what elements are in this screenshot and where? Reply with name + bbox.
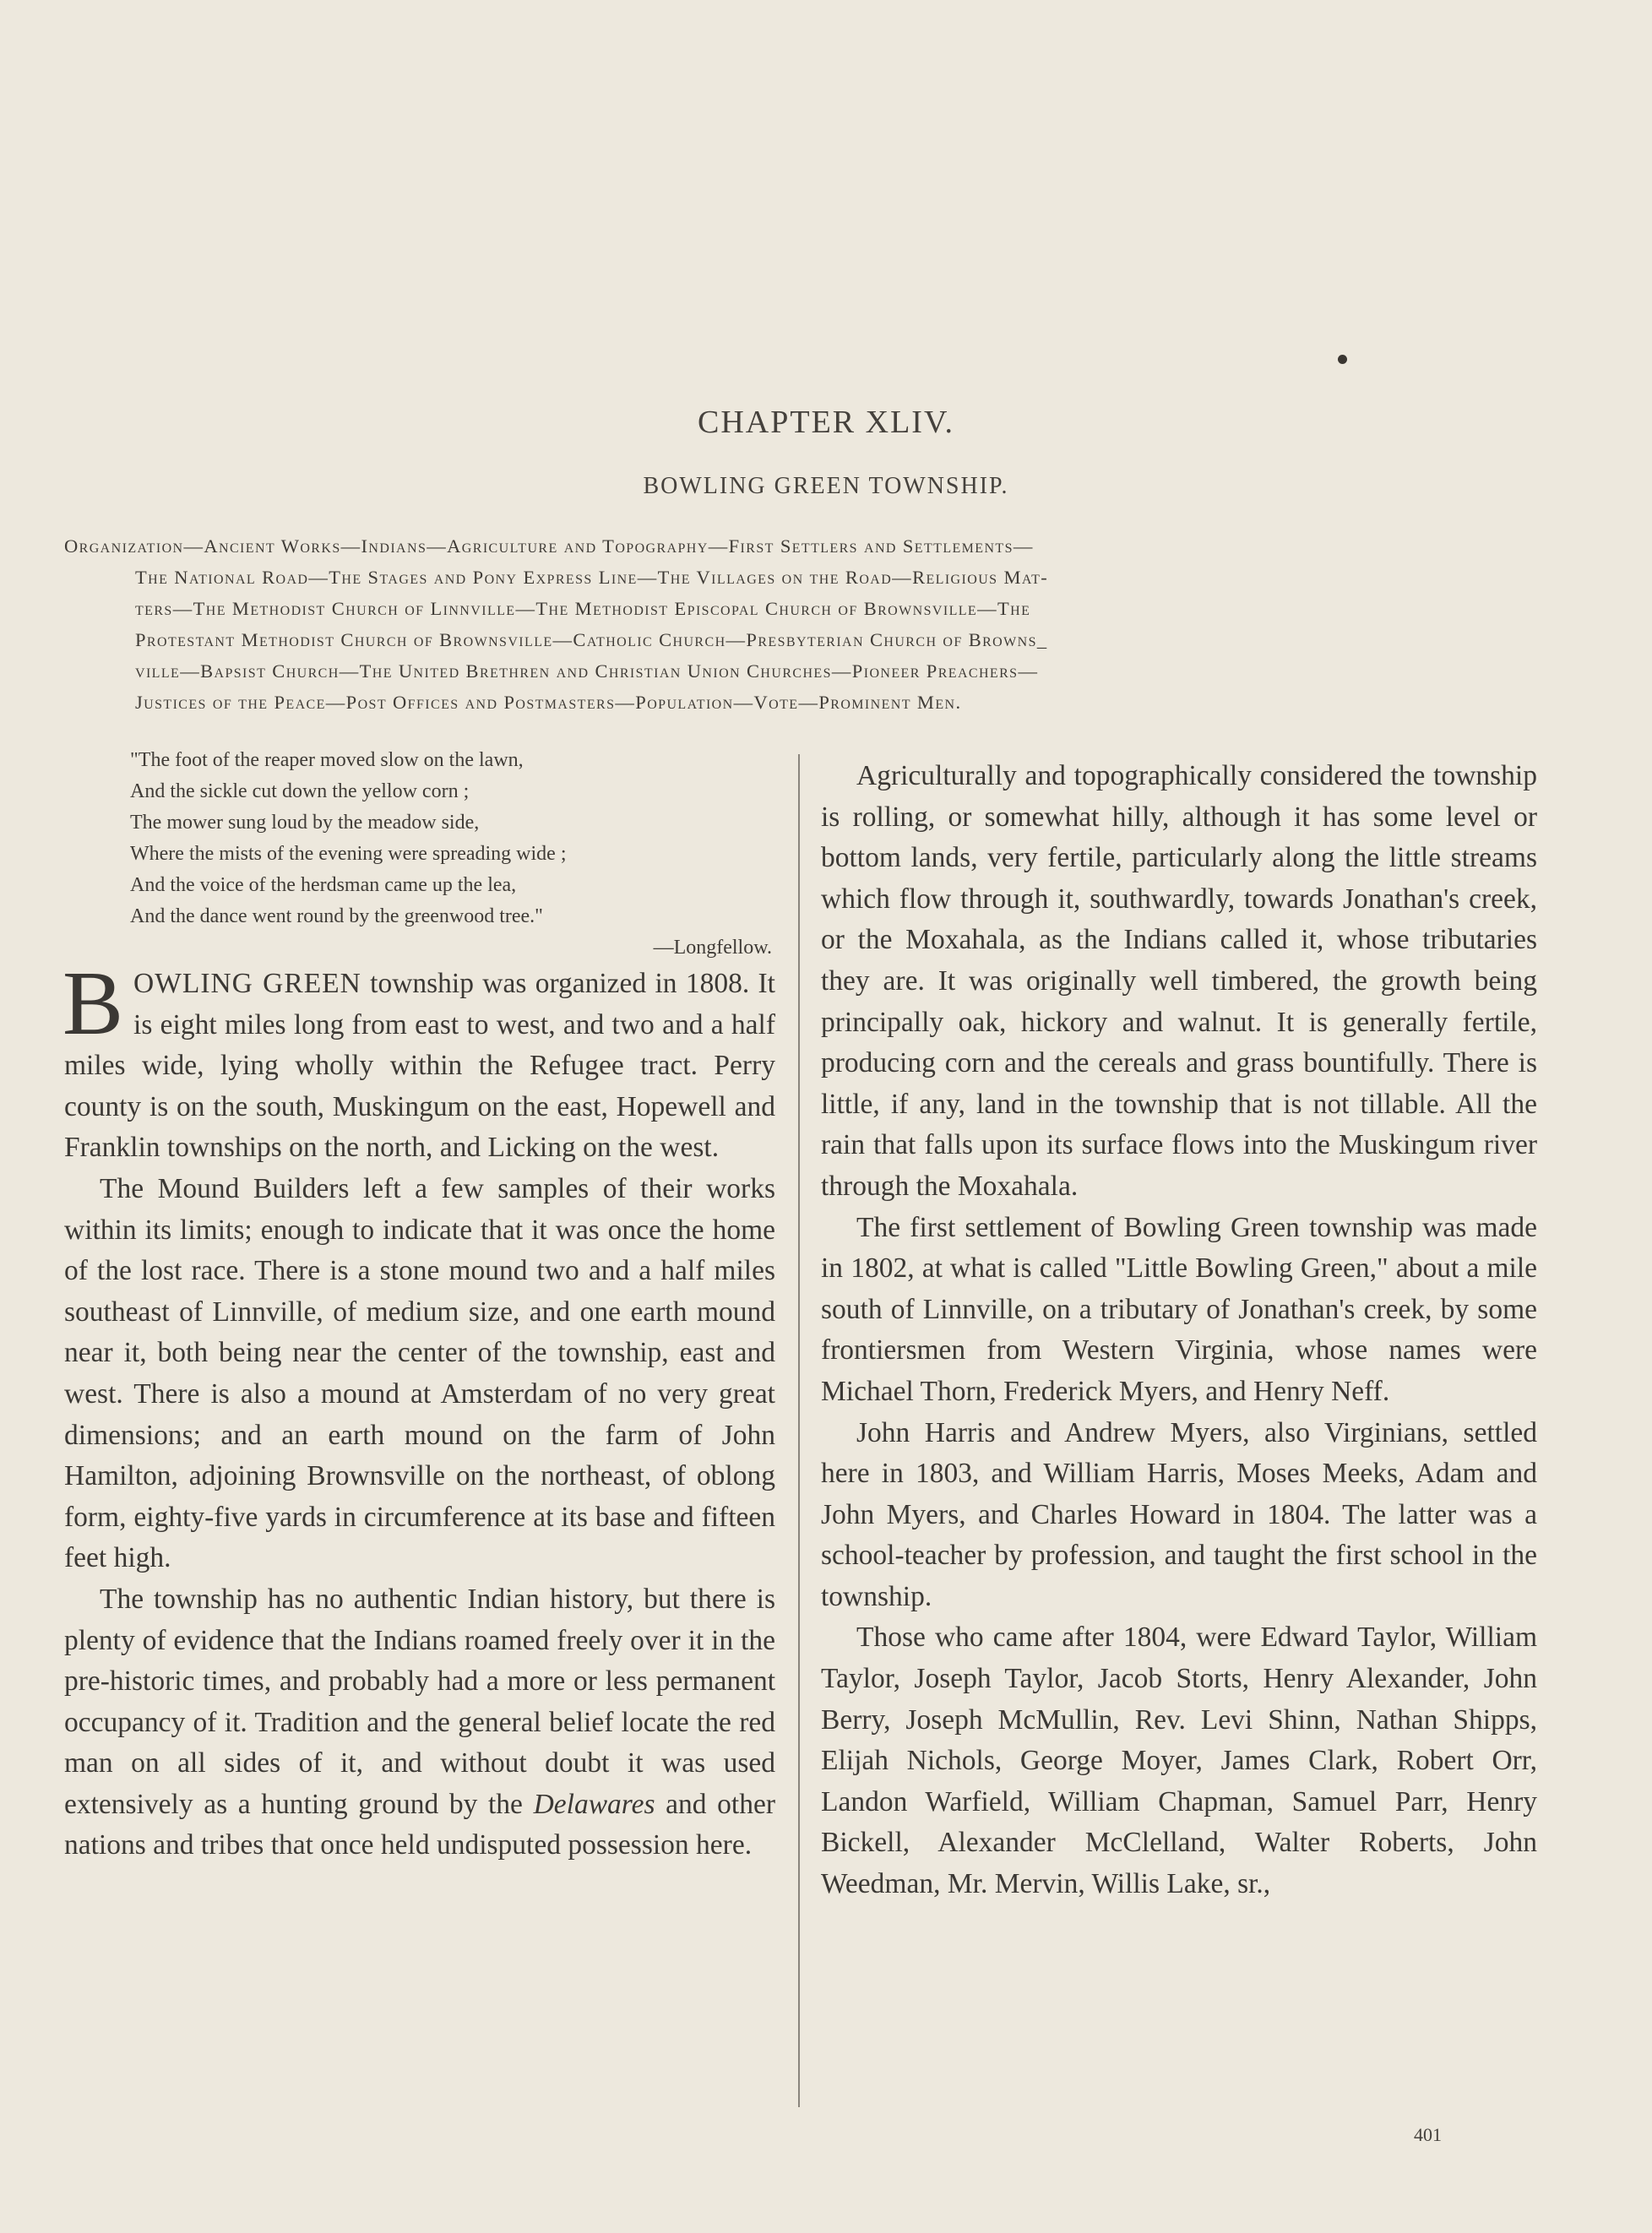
paragraph: The Mound Builders left a few samples of their works within its limits; enough to indicate that it was once the home of the lost race. There is a stone mound two and a half miles southeast of Linnville, of medium size, and one earth mound near it, both being near the center of the township, east and west. There is also a mound at Amsterdam of no very great dimensions; and an earth mound on the farm of John Hamilton, adjoining Brownsville on the northeast, of oblong form, eighty-five yards in circumference at its base and fifteen feet high. xyxy=(64,1172,775,1574)
synopsis-line: The National Road—The Stages and Pony Express Line—The Villages on the Road—Religious Mat- xyxy=(135,567,1049,588)
paragraph xyxy=(62,954,775,1169)
drop-cap: B xyxy=(62,954,124,1054)
epigraph-poem xyxy=(130,745,775,964)
ink-speck xyxy=(1338,355,1347,364)
poem-line: And the dance went round by the greenwood tree." xyxy=(130,905,543,927)
poem-line: The mower sung loud by the meadow side, xyxy=(130,812,480,834)
paragraph xyxy=(64,1579,775,1866)
paragraph-text: township was organized in 1808. It is eight miles long from east to west, and two and a half miles wide, lying wholly within the Refugee tract. Perry county is on the south, Muskingum on the east, Hopewell and Franklin townships on the north, and Licking on the west. xyxy=(64,968,775,1164)
poem-line: "The foot of the reaper moved slow on the lawn, xyxy=(130,749,524,771)
column-divider xyxy=(798,754,800,2107)
poem-attribution: —Longfellow. xyxy=(653,937,772,959)
synopsis-line: Organization—Ancient Works—Indians—Agriculture and Topography—First Settlers and Settlements— xyxy=(64,535,1034,557)
poem-line: And the sickle cut down the yellow corn ; xyxy=(130,780,470,802)
section-title: BOWLING GREEN TOWNSHIP. xyxy=(643,473,1009,499)
chapter-title: CHAPTER XLIV. xyxy=(698,405,954,440)
synopsis-line: Protestant Methodist Church of Brownsville—Catholic Church—Presbyterian Church of Browns_ xyxy=(135,629,1048,650)
poem-line: And the voice of the herdsman came up the lea, xyxy=(130,874,517,896)
italic-term: Delawares xyxy=(533,1788,655,1820)
paragraph: Those who came after 1804, were Edward Taylor, William Taylor, Joseph Taylor, Jacob Storts, Henry Alexander, John Berry, Joseph McMullin, Rev. Levi Shinn, Nathan Shipps, Elijah Nichols, George Moyer, James Clark, Robert Orr, Landon Warfield, William Chapman, Samuel Parr, Henry Bickell, Alexander McClelland, Walter Roberts, John Weedman, Mr. Mervin, Willis Lake, sr., xyxy=(821,1622,1537,1900)
paragraph: Agriculturally and topographically considered the township is rolling, or somewhat hilly, although it has some level or bottom lands, very fertile, particularly along the little streams which flow through it, southwardly, towards Jonathan's creek, or the Moxahala, as the Indians called it, whose tributaries they are. It was originally well timbered, the growth being principally oak, hickory and walnut. It is generally fertile, producing corn and the cereals and grass bountifully. There is little, if any, land in the township that is not tillable. All the rain that falls upon its surface flows into the Muskingum river through the Moxahala. xyxy=(821,760,1537,1202)
paragraph: The first settlement of Bowling Green township was made in 1802, at what is called "Little Bowling Green," about a mile south of Linnville, on a tributary of Jonathan's creek, by some frontiersmen from Western Virginia, whose names were Michael Thorn, Frederick Myers, and Henry Neff. xyxy=(821,1211,1537,1407)
synopsis-line: Justices of the Peace—Post Offices and Postmasters—Population—Vote—Prominent Men. xyxy=(135,692,962,713)
synopsis-line: ville—Bapsist Church—The United Brethren and Christian Union Churches—Pioneer Preachers— xyxy=(135,660,1039,682)
paragraph: John Harris and Andrew Myers, also Virginians, settled here in 1803, and William Harris, Moses Meeks, Adam and John Myers, and Charles Howard in 1804. The latter was a school-teacher by profession, and taught the first school in the township. xyxy=(821,1416,1537,1612)
paragraph-text: and other nations and tribes that once held undisputed possession here. xyxy=(64,1788,775,1861)
page-number: 401 xyxy=(1414,2124,1442,2145)
chapter-synopsis xyxy=(64,530,1534,718)
opening-words: OWLING GREEN xyxy=(133,968,361,999)
synopsis-line: ters—The Methodist Church of Linnville—The Methodist Episcopal Church of Brownsville—The xyxy=(135,598,1031,619)
left-column xyxy=(64,745,775,1866)
poem-line: Where the mists of the evening were spreading wide ; xyxy=(130,843,567,865)
paragraph-text: The township has no authentic Indian history, but there is plenty of evidence that the Indians roamed freely over it in the pre-historic times, and probably had a more or less permanent occupancy of it. Tradition and the general belief locate the red man on all sides of it, and without doubt it was used extensively as a hunting ground by the xyxy=(64,1583,775,1820)
right-column xyxy=(821,756,1537,1905)
